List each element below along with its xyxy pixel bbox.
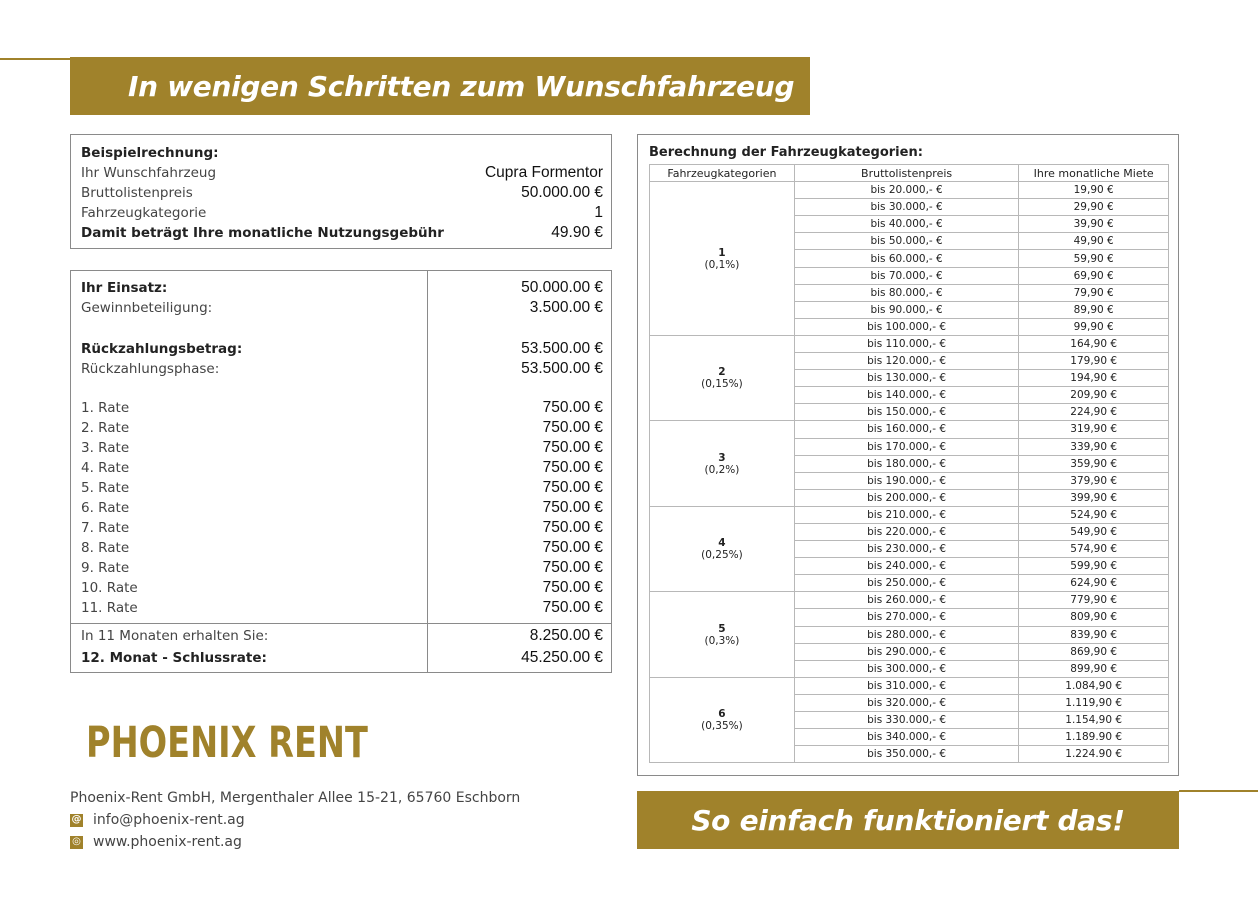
category-number: 1 (718, 246, 726, 259)
rent-cell: 1.224.90 € (1019, 746, 1169, 763)
rate-label: 9. Rate (81, 560, 130, 576)
example-row (81, 163, 603, 183)
rate-label: 7. Rate (81, 520, 130, 536)
example-label: Damit beträgt Ihre monatliche Nutzungsgebühr (81, 225, 444, 241)
rent-cell: 524,90 € (1019, 506, 1169, 523)
web-line (70, 834, 242, 850)
price-cell: bis 240.000,- € (794, 558, 1018, 575)
globe-icon: ◎ (70, 836, 83, 849)
gewinn-value: 3.500.00 € (529, 299, 603, 316)
price-cell: bis 330.000,- € (794, 712, 1018, 729)
category-percent: (0,35%) (701, 720, 743, 733)
rate-label: 10. Rate (81, 580, 138, 596)
rent-cell: 319,90 € (1019, 421, 1169, 438)
category-table-body (650, 182, 1169, 763)
category-percent: (0,25%) (701, 549, 743, 562)
rent-cell: 1.119,90 € (1019, 694, 1169, 711)
category-table-row (650, 182, 1169, 199)
rueckzahlung-value: 53.500.00 € (521, 340, 603, 357)
rent-cell: 164,90 € (1019, 335, 1169, 352)
rent-cell: 899,90 € (1019, 660, 1169, 677)
price-cell: bis 30.000,- € (794, 199, 1018, 216)
rent-cell: 549,90 € (1019, 523, 1169, 540)
category-table (649, 164, 1169, 763)
category-table-row (650, 506, 1169, 523)
category-table-row (650, 335, 1169, 352)
price-cell: bis 160.000,- € (794, 421, 1018, 438)
phase-label: Rückzahlungsphase: (81, 361, 220, 377)
category-number: 3 (718, 451, 726, 464)
category-table-row (650, 592, 1169, 609)
rent-cell: 194,90 € (1019, 370, 1169, 387)
price-cell: bis 150.000,- € (794, 404, 1018, 421)
price-cell: bis 140.000,- € (794, 387, 1018, 404)
price-cell: bis 290.000,- € (794, 643, 1018, 660)
example-calculation-box (70, 134, 612, 249)
price-cell: bis 80.000,- € (794, 284, 1018, 301)
einsatz-row (81, 278, 603, 298)
rent-cell: 99,90 € (1019, 318, 1169, 335)
payout-box (70, 270, 612, 673)
gewinn-label: Gewinnbeteiligung: (81, 300, 213, 316)
email-icon: @ (71, 814, 82, 825)
rent-cell: 29,90 € (1019, 199, 1169, 216)
rent-cell: 339,90 € (1019, 438, 1169, 455)
rent-cell: 69,90 € (1019, 267, 1169, 284)
einsatz-label: Ihr Einsatz: (81, 280, 168, 296)
rent-cell: 1.154,90 € (1019, 712, 1169, 729)
category-number: 5 (718, 622, 726, 635)
final-label: 12. Monat - Schlussrate: (81, 650, 267, 666)
rate-row (81, 418, 603, 438)
price-cell: bis 350.000,- € (794, 746, 1018, 763)
price-cell: bis 90.000,- € (794, 301, 1018, 318)
rate-value: 750.00 € (542, 399, 603, 416)
rate-label: 11. Rate (81, 600, 138, 616)
category-percent: (0,1%) (704, 258, 740, 271)
price-cell: bis 310.000,- € (794, 677, 1018, 694)
rent-cell: 574,90 € (1019, 541, 1169, 558)
price-cell: bis 50.000,- € (794, 233, 1018, 250)
rent-cell: 179,90 € (1019, 353, 1169, 370)
phase-row (81, 359, 603, 379)
price-cell: bis 210.000,- € (794, 506, 1018, 523)
example-heading: Beispielrechnung: (81, 145, 219, 161)
rent-cell: 624,90 € (1019, 575, 1169, 592)
price-cell: bis 70.000,- € (794, 267, 1018, 284)
rate-value: 750.00 € (542, 519, 603, 536)
example-heading-row (81, 143, 603, 163)
example-label: Ihr Wunschfahrzeug (81, 165, 217, 181)
category-percent: (0,15%) (701, 378, 743, 391)
rate-label: 3. Rate (81, 440, 130, 456)
price-cell: bis 170.000,- € (794, 438, 1018, 455)
rate-row (81, 398, 603, 418)
rate-label: 4. Rate (81, 460, 130, 476)
rate-value: 750.00 € (542, 479, 603, 496)
price-cell: bis 270.000,- € (794, 609, 1018, 626)
rate-value: 750.00 € (542, 459, 603, 476)
rate-row (81, 498, 603, 518)
rate-label: 6. Rate (81, 500, 130, 516)
final-value: 45.250.00 € (521, 649, 603, 666)
rate-row (81, 558, 603, 578)
rate-value: 750.00 € (542, 439, 603, 456)
rate-value: 750.00 € (542, 559, 603, 576)
price-cell: bis 340.000,- € (794, 729, 1018, 746)
email-link[interactable]: info@phoenix-rent.ag (93, 812, 245, 828)
rent-cell: 809,90 € (1019, 609, 1169, 626)
price-cell: bis 130.000,- € (794, 370, 1018, 387)
rate-value: 750.00 € (542, 599, 603, 616)
email-line (70, 812, 245, 828)
company-address (70, 790, 520, 806)
received-row (81, 626, 603, 646)
rent-cell: 379,90 € (1019, 472, 1169, 489)
category-calculation-box (637, 134, 1179, 776)
category-cell (650, 677, 795, 762)
category-cell (650, 182, 795, 336)
rent-cell: 59,90 € (1019, 250, 1169, 267)
price-cell: bis 100.000,- € (794, 318, 1018, 335)
rent-cell: 19,90 € (1019, 182, 1169, 199)
example-label: Fahrzeugkategorie (81, 205, 207, 221)
example-value: Cupra Formentor (484, 164, 603, 181)
category-percent: (0,2%) (704, 463, 740, 476)
rate-label: 8. Rate (81, 540, 130, 556)
category-table-header (650, 165, 1169, 182)
price-cell: bis 20.000,- € (794, 182, 1018, 199)
category-cell (650, 335, 795, 420)
rueckzahlung-row (81, 339, 603, 359)
category-table-row (650, 421, 1169, 438)
rent-cell: 1.084,90 € (1019, 677, 1169, 694)
example-row (81, 183, 603, 203)
rent-cell: 869,90 € (1019, 643, 1169, 660)
rate-row (81, 598, 603, 618)
price-cell: bis 250.000,- € (794, 575, 1018, 592)
rate-value: 750.00 € (542, 419, 603, 436)
price-cell: bis 180.000,- € (794, 455, 1018, 472)
received-value: 8.250.00 € (529, 627, 603, 644)
payout-divider-horizontal (71, 623, 611, 624)
category-number: 4 (718, 537, 726, 550)
rate-row (81, 538, 603, 558)
footer-slogan: So einfach funktioniert das! (691, 803, 1125, 837)
rent-cell: 599,90 € (1019, 558, 1169, 575)
example-label: Bruttolistenpreis (81, 185, 193, 201)
rent-cell: 49,90 € (1019, 233, 1169, 250)
received-label: In 11 Monaten erhalten Sie: (81, 628, 269, 644)
rent-cell: 209,90 € (1019, 387, 1169, 404)
rate-row (81, 518, 603, 538)
rate-value: 750.00 € (542, 539, 603, 556)
rent-cell: 39,90 € (1019, 216, 1169, 233)
header-rent: Ihre monatliche Miete (1019, 165, 1169, 182)
rent-cell: 779,90 € (1019, 592, 1169, 609)
brand-name: PHOENIX RENT (86, 718, 368, 768)
footer-banner (637, 791, 1179, 849)
price-cell: bis 190.000,- € (794, 472, 1018, 489)
rate-label: 2. Rate (81, 420, 130, 436)
price-cell: bis 200.000,- € (794, 489, 1018, 506)
rate-row (81, 478, 603, 498)
rate-row (81, 578, 603, 598)
category-cell (650, 421, 795, 506)
price-cell: bis 260.000,- € (794, 592, 1018, 609)
rent-cell: 89,90 € (1019, 301, 1169, 318)
category-title: Berechnung der Fahrzeugkategorien: (649, 145, 923, 160)
price-cell: bis 220.000,- € (794, 523, 1018, 540)
web-link[interactable]: www.phoenix-rent.ag (93, 834, 242, 850)
rate-row (81, 458, 603, 478)
price-cell: bis 40.000,- € (794, 216, 1018, 233)
example-row (81, 223, 603, 243)
einsatz-value: 50.000.00 € (521, 279, 603, 296)
price-cell: bis 110.000,- € (794, 335, 1018, 352)
example-value: 1 (594, 204, 603, 221)
header-category: Fahrzeugkategorien (650, 165, 795, 182)
header-title: In wenigen Schritten zum Wunschfahrzeug (128, 69, 795, 103)
category-table-row (650, 677, 1169, 694)
category-number: 6 (718, 708, 726, 721)
price-cell: bis 300.000,- € (794, 660, 1018, 677)
phase-value: 53.500.00 € (521, 360, 603, 377)
rate-label: 1. Rate (81, 400, 130, 416)
header-banner (70, 57, 810, 115)
final-row (81, 648, 603, 668)
category-cell (650, 592, 795, 677)
example-row (81, 203, 603, 223)
category-number: 2 (718, 366, 726, 379)
rate-row (81, 438, 603, 458)
rent-cell: 399,90 € (1019, 489, 1169, 506)
accent-line-top (0, 58, 70, 60)
price-cell: bis 280.000,- € (794, 626, 1018, 643)
category-cell (650, 506, 795, 591)
accent-line-bottom (1179, 790, 1258, 792)
rate-label: 5. Rate (81, 480, 130, 496)
rent-cell: 839,90 € (1019, 626, 1169, 643)
price-cell: bis 320.000,- € (794, 694, 1018, 711)
brand-logo (70, 708, 380, 778)
address-text: Phoenix-Rent GmbH, Mergenthaler Allee 15-21, 65760 Eschborn (70, 790, 521, 806)
gewinn-row (81, 298, 603, 318)
example-value: 50.000.00 € (521, 184, 603, 201)
rate-value: 750.00 € (542, 579, 603, 596)
price-cell: bis 120.000,- € (794, 353, 1018, 370)
rueckzahlung-label: Rückzahlungsbetrag: (81, 341, 243, 357)
rent-cell: 1.189.90 € (1019, 729, 1169, 746)
category-percent: (0,3%) (704, 634, 740, 647)
rate-value: 750.00 € (542, 499, 603, 516)
rent-cell: 224,90 € (1019, 404, 1169, 421)
header-price: Bruttolistenpreis (794, 165, 1018, 182)
rent-cell: 79,90 € (1019, 284, 1169, 301)
example-value: 49.90 € (551, 224, 603, 241)
price-cell: bis 60.000,- € (794, 250, 1018, 267)
price-cell: bis 230.000,- € (794, 541, 1018, 558)
rent-cell: 359,90 € (1019, 455, 1169, 472)
